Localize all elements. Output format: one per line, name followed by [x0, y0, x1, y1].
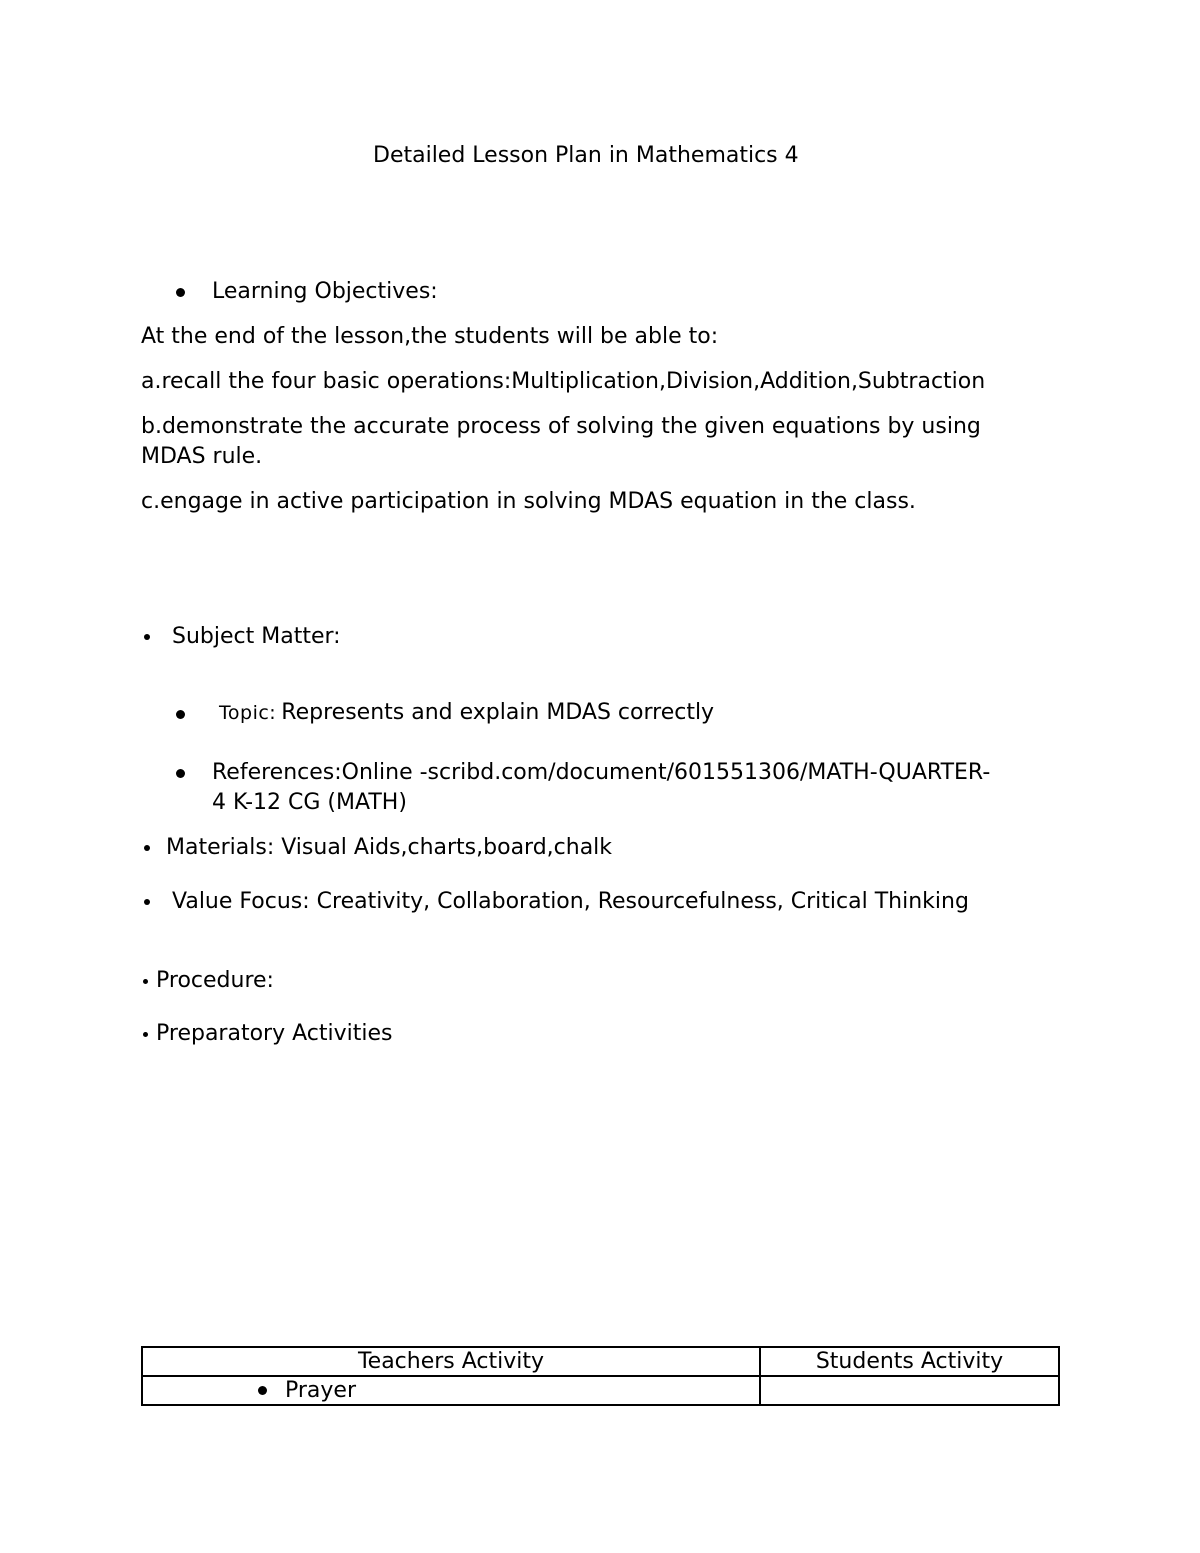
value-focus-line: Value Focus: Creativity, Collaboration, Resourcefulness, Critical Thinking	[172, 889, 969, 914]
procedure-heading: Procedure:	[156, 968, 274, 993]
page-title: Detailed Lesson Plan in Mathematics 4	[373, 143, 799, 168]
topic-label: Topic:	[219, 702, 277, 724]
materials-line: Materials: Visual Aids,charts,board,chalk	[166, 835, 613, 860]
student-activity-cell	[760, 1376, 1059, 1405]
topic-value: Represents and explain MDAS correctly	[281, 700, 715, 725]
bullet-icon	[258, 1386, 267, 1395]
teachers-activity-header: Teachers Activity	[142, 1347, 760, 1376]
bullet-icon	[144, 899, 150, 905]
bullet-icon	[176, 288, 185, 297]
bullet-icon	[176, 769, 185, 778]
objective-c: c.engage in active participation in solving MDAS equation in the class.	[141, 489, 916, 514]
teacher-activity-text: Prayer	[285, 1377, 357, 1403]
table-row	[142, 1376, 1059, 1405]
objective-b-line1: b.demonstrate the accurate process of solving the given equations by using	[141, 414, 981, 439]
bullet-icon	[176, 710, 185, 719]
bullet-icon	[144, 634, 150, 640]
bullet-icon	[144, 845, 150, 851]
subject-matter-heading: Subject Matter:	[172, 624, 341, 649]
bullet-icon	[143, 979, 148, 984]
bullet-icon	[143, 1032, 148, 1037]
preparatory-heading: Preparatory Activities	[156, 1021, 393, 1046]
topic-line	[219, 702, 714, 724]
references-line2: 4 K-12 CG (MATH)	[212, 790, 407, 815]
activity-table	[141, 1346, 1060, 1406]
objectives-intro: At the end of the lesson,the students will be able to:	[141, 324, 719, 349]
objective-b-line2: MDAS rule.	[141, 444, 263, 469]
teacher-activity-cell	[142, 1376, 760, 1405]
references-line1: References:Online -scribd.com/document/601551306/MATH-QUARTER-	[212, 760, 991, 785]
objective-a: a.recall the four basic operations:Multiplication,Division,Addition,Subtraction	[141, 369, 986, 394]
table-header-row	[142, 1347, 1059, 1376]
objectives-heading: Learning Objectives:	[212, 279, 438, 304]
students-activity-header: Students Activity	[760, 1347, 1059, 1376]
